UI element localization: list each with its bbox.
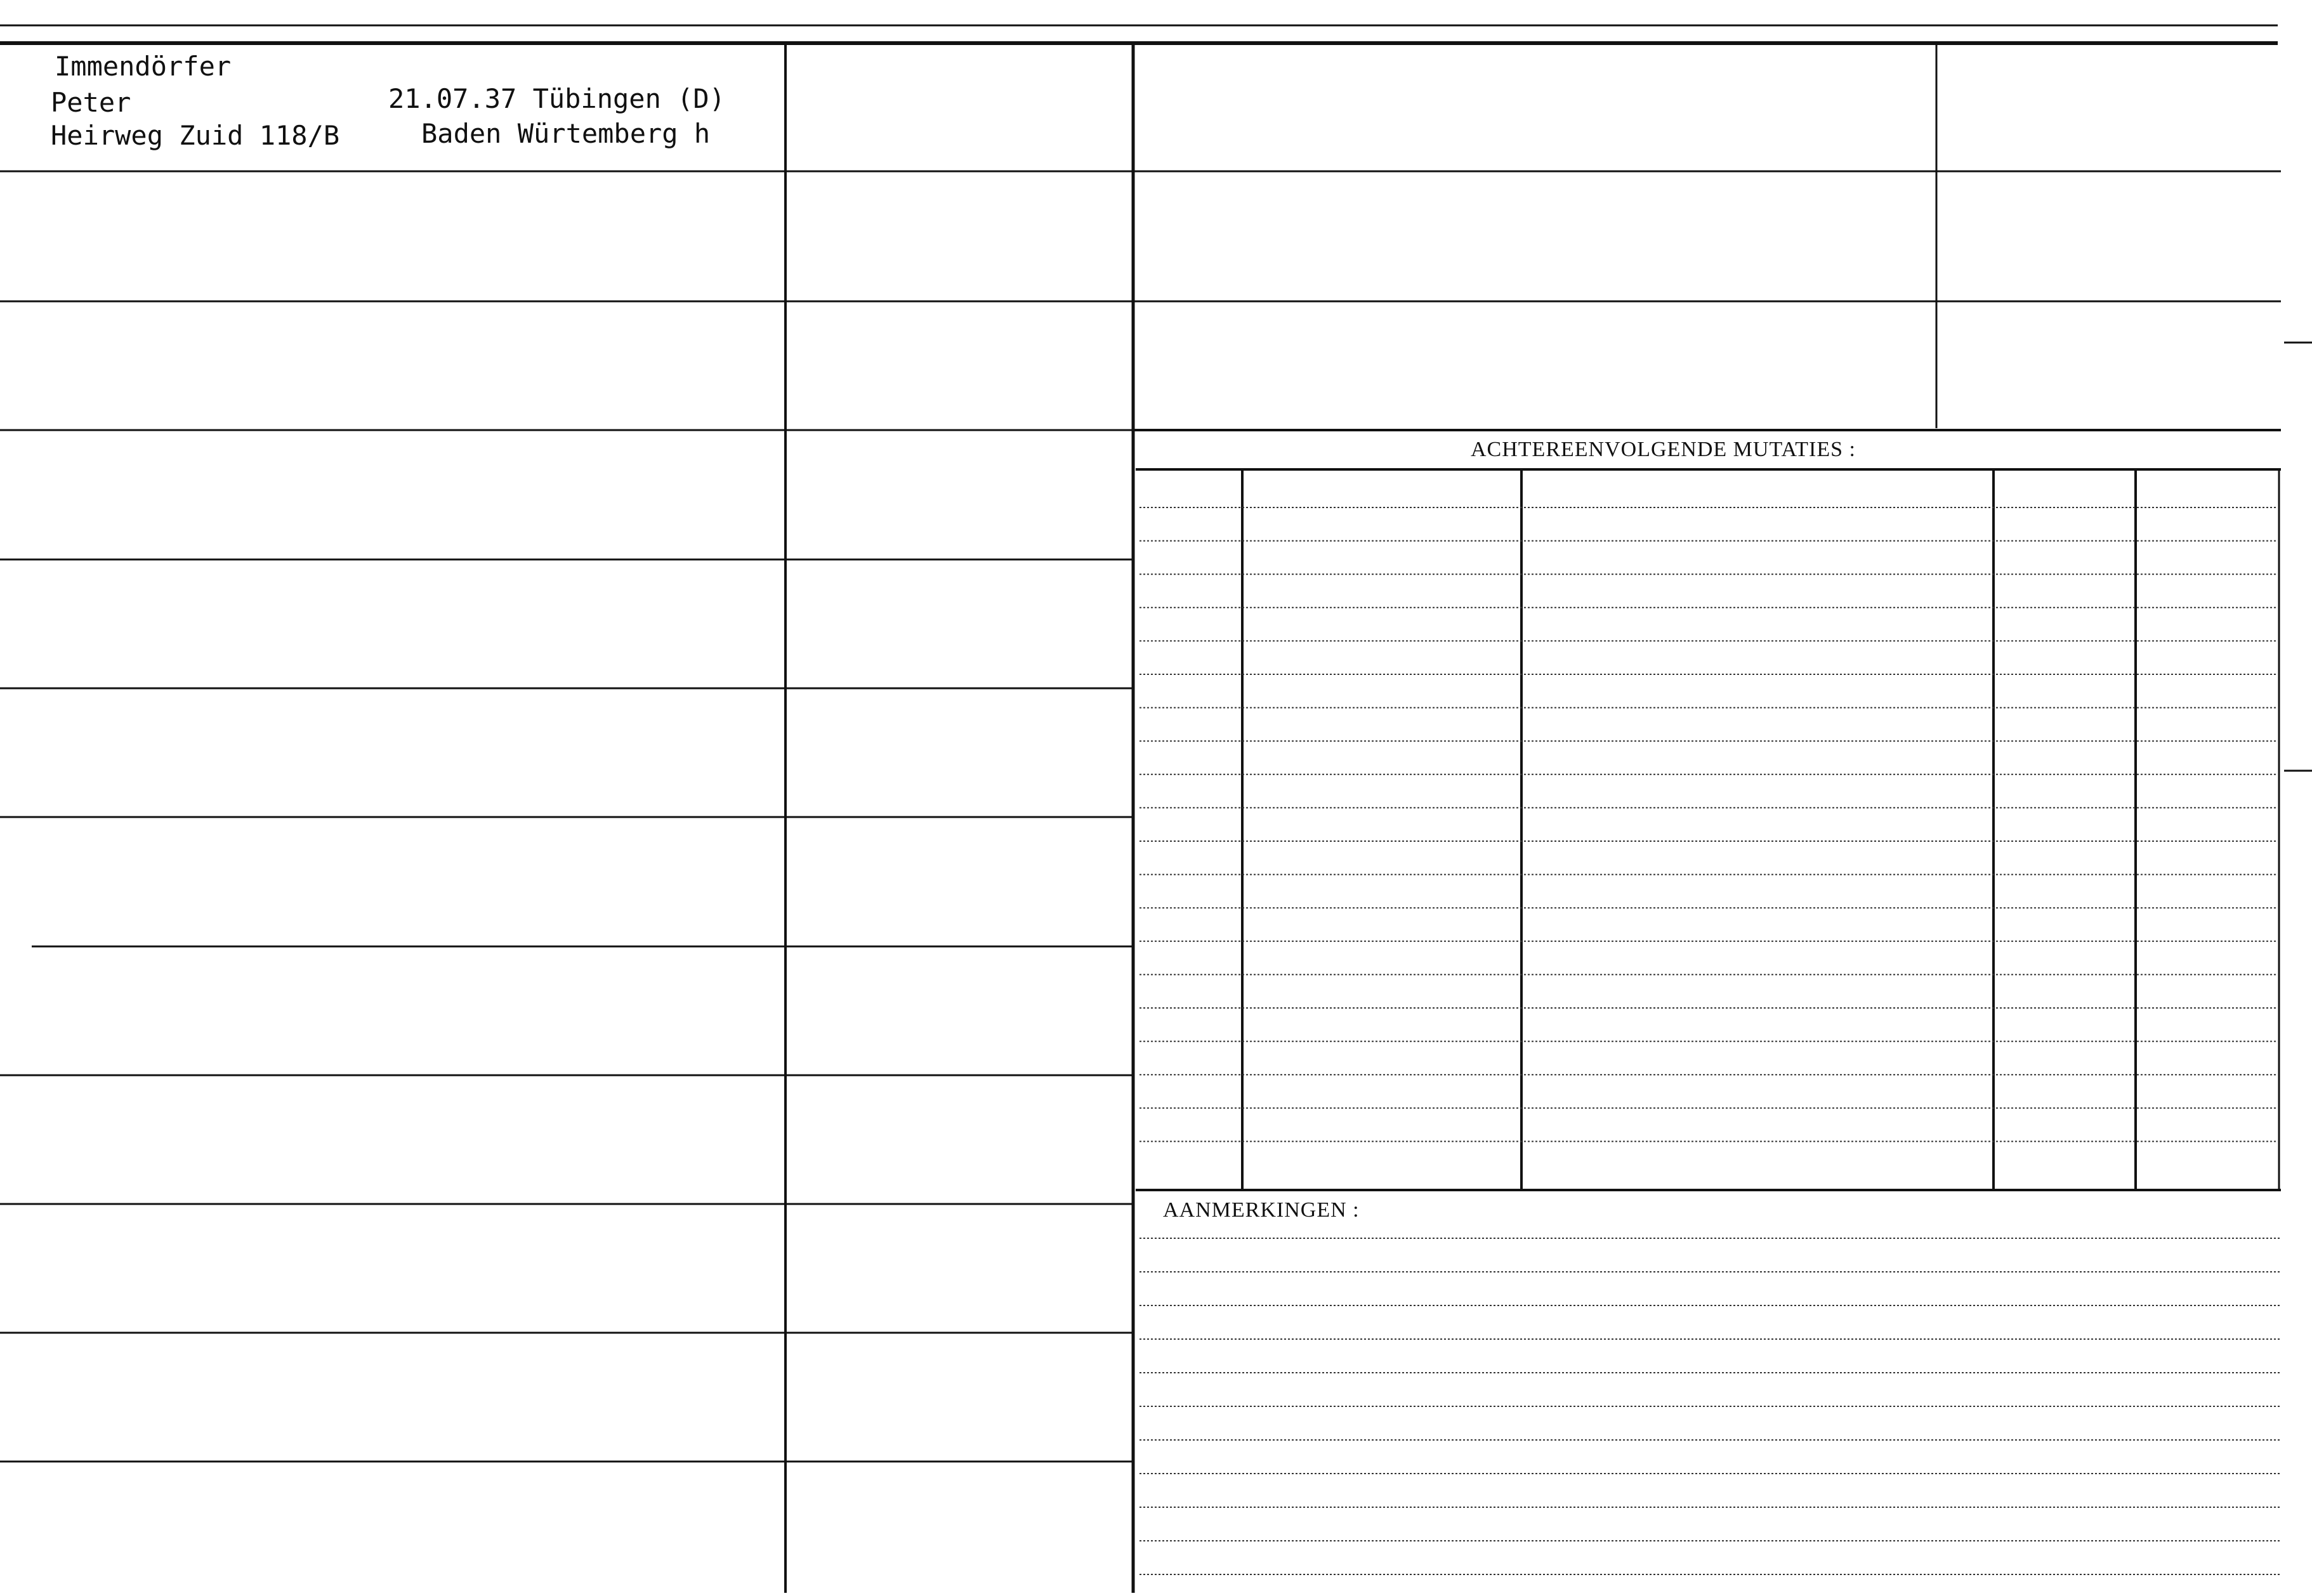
region-text: Baden Würtemberg h (421, 118, 711, 149)
first-name-text: Peter (51, 87, 131, 118)
address-text: Heirweg Zuid 118/B (51, 120, 340, 151)
surname-text: Immendörfer (55, 51, 232, 82)
mutations-heading: ACHTEREENVOLGENDE MUTATIES : (1471, 438, 1856, 461)
remarks-heading: AANMERKINGEN : (1163, 1198, 1360, 1222)
birth-date-place-text: 21.07.37 Tübingen (D) (388, 83, 726, 114)
